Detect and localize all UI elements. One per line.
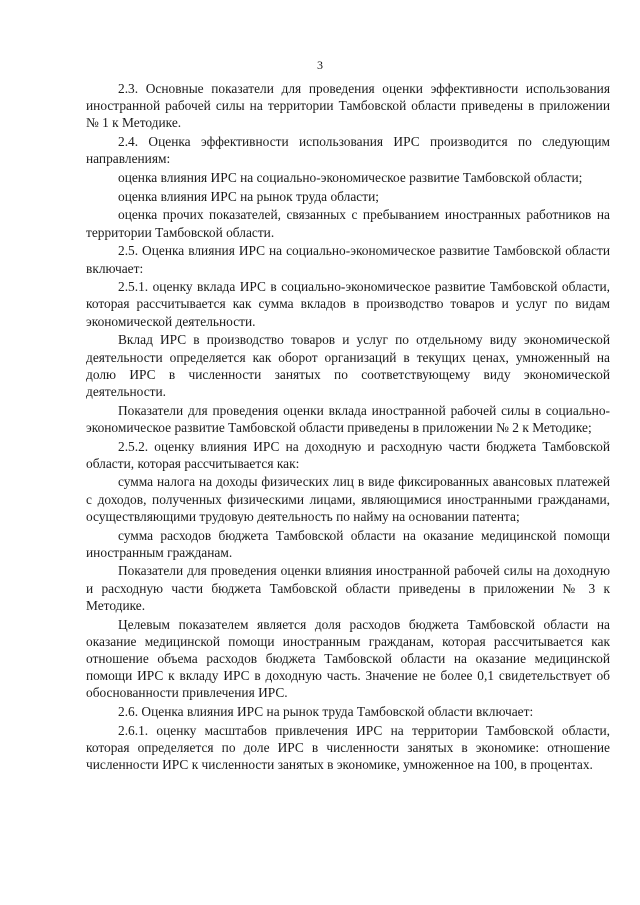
list-item-other-indicators: оценка прочих показателей, связанных с пребыванием иностранных работников на территории Тамбовской области. [86, 207, 610, 240]
list-item-labor-market: оценка влияния ИРС на рынок труда области; [118, 188, 379, 204]
paragraph-2-5-2: 2.5.2. оценку влияния ИРС на доходную и расходную части бюджета Тамбовской области, которая рассчитывается как: [86, 438, 610, 471]
list-item-medical-expenses: сумма расходов бюджета Тамбовской области на оказание медицинской помощи иностранным гражданам. [86, 527, 610, 560]
list-item-income-tax: сумма налога на доходы физических лиц в виде фиксированных авансовых платежей с доходов, полученных физическими лицами, являющимися иностранными гражданами, осуществляющими трудовую деятельность по найму на основании патента; [86, 474, 610, 524]
paragraph-contribution-definition: Вклад ИРС в производство товаров и услуг по отдельному виду экономической деятельности определяется как оборот организаций в текущих ценах, умноженный на долю ИРС в численности занятых по соответствующему виду экономической деятельности. [86, 332, 610, 399]
list-item-socio-economic: оценка влияния ИРС на социально-экономическое развитие Тамбовской области; [118, 170, 583, 186]
paragraph-2-5-1: 2.5.1. оценку вклада ИРС в социально-экономическое развитие Тамбовской области, которая рассчитывается как сумма вкладов в производство товаров и услуг по видам экономической деятельности. [86, 279, 610, 329]
paragraph-2-3: 2.3. Основные показатели для проведения оценки эффективности использования иностранной рабочей силы на территории Тамбовской области приведены в приложении № 1 к Методике. [86, 81, 610, 131]
page-number: 3 [317, 58, 323, 72]
paragraph-2-6-1: 2.6.1. оценку масштабов привлечения ИРС на территории Тамбовской области, которая определяется по доле ИРС в численности занятых в экономике: отношение численности ИРС к численности занятых в экономике, умноженное на 100, в процентах. [86, 722, 610, 773]
paragraph-2-4: 2.4. Оценка эффективности использования ИРС производится по следующим направлениям: [86, 134, 610, 167]
paragraph-2-5: 2.5. Оценка влияния ИРС на социально-экономическое развитие Тамбовской области включает: [86, 243, 610, 276]
document-body [86, 80, 610, 775]
paragraph-appendix-3: Показатели для проведения оценки влияния иностранной рабочей силы на доходную и расходную части бюджета Тамбовской области приведены в приложении № 3 к Методике. [86, 563, 610, 613]
paragraph-appendix-2: Показатели для проведения оценки вклада иностранной рабочей силы в социально-экономическое развитие Тамбовской области приведены в приложении № 2 к Методике; [86, 402, 610, 435]
paragraph-2-6: 2.6. Оценка влияния ИРС на рынок труда Тамбовской области включает: [118, 704, 534, 720]
paragraph-target-indicator: Целевым показателем является доля расходов бюджета Тамбовской области на оказание медицинской помощи иностранным гражданам, которая рассчитывается как отношение объема расходов бюджета Тамбовской области на оказание медицинской помощи ИРС к вкладу ИРС в доходную часть. Значение не более 0,1 свидетельствует об обоснованности привлечения ИРС. [86, 616, 610, 701]
